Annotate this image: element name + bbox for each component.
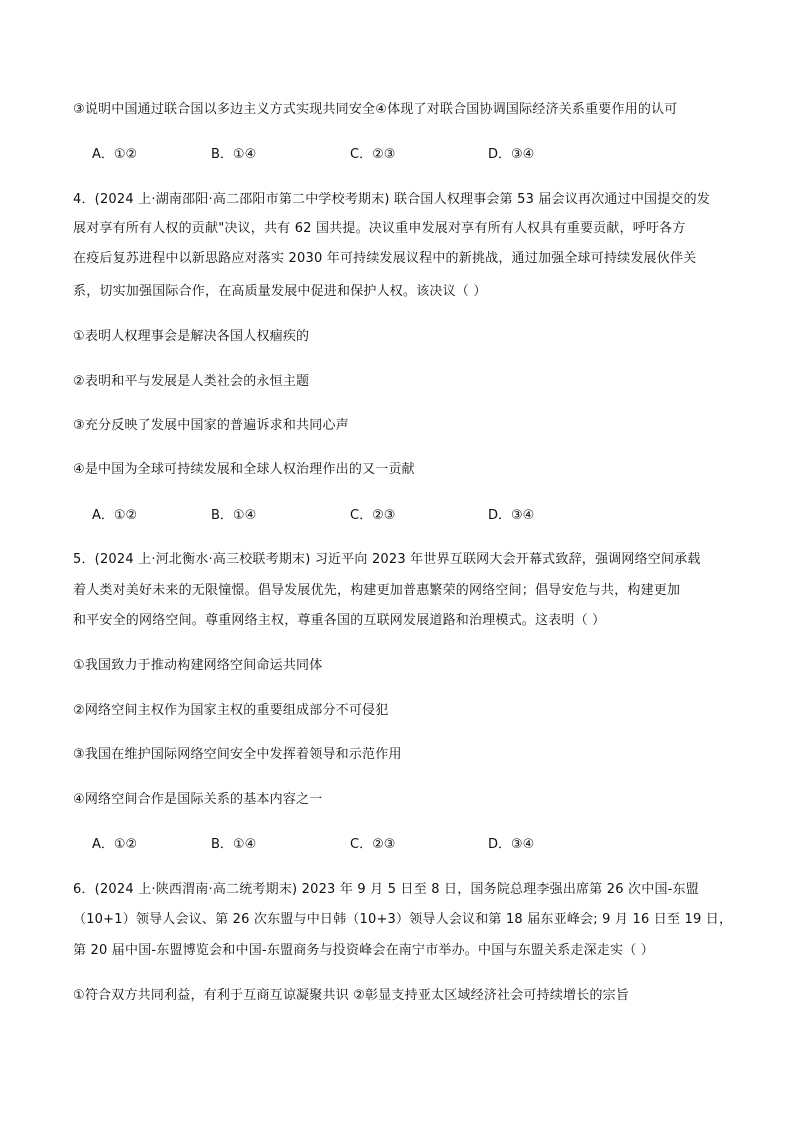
question-4-statement-2: ②表明和平与发展是人类社会的永恒主题 <box>73 374 310 389</box>
question-5-options <box>92 836 732 854</box>
question-5-stem-line-3: 和平安全的网络空间。尊重网络主权，尊重各国的互联网发展道路和治理模式。这表明（ ） <box>73 613 606 628</box>
answer-options <box>92 146 732 164</box>
question-5-statement-4: ④网络空间合作是国际关系的基本内容之一 <box>73 792 323 807</box>
option-c: C．②③ <box>350 508 396 523</box>
question-6-stem-line-3: 第 20 届中国-东盟博览会和中国-东盟商务与投资峰会在南宁市举办。中国与东盟关系走深走实（ ） <box>73 943 654 958</box>
question-5-stem-line-1: 5．(2024 上·河北衡水·高三校联考期末) 习近平向 2023 年世界互联网大会开幕式致辞，强调网络空间承载 <box>73 552 701 567</box>
question-5-stem-line-2: 着人类对美好未来的无限憧憬。倡导发展优先，构建更加普惠繁荣的网络空间；倡导安危与共，构建更加 <box>73 583 681 598</box>
question-5-statement-1: ①我国致力于推动构建网络空间命运共同体 <box>73 658 323 673</box>
option-a: A．①② <box>92 147 138 162</box>
question-5-statement-2: ②网络空间主权作为国家主权的重要组成部分不可侵犯 <box>73 703 389 718</box>
statement-line: ③说明中国通过联合国以多边主义方式实现共同安全④体现了对联合国协调国际经济关系重要作用的认可 <box>73 102 678 117</box>
option-a: A．①② <box>92 508 138 523</box>
option-d: D．③④ <box>488 508 535 523</box>
option-b: B．①④ <box>211 837 257 852</box>
option-d: D．③④ <box>488 837 535 852</box>
option-b: B．①④ <box>211 508 257 523</box>
question-4-statement-3: ③充分反映了发展中国家的普遍诉求和共同心声 <box>73 418 349 433</box>
question-4-statement-4: ④是中国为全球可持续发展和全球人权治理作出的又一贡献 <box>73 462 415 477</box>
question-6-stem-line-1: 6．(2024 上·陕西渭南·高二统考期末) 2023 年 9 月 5 日至 8 日，国务院总理李强出席第 26 次中国-东盟 <box>73 882 699 897</box>
question-4-stem-line-3: 在疫后复苏进程中以新思路应对落实 2030 年可持续发展议程中的新挑战，通过加强全球可持续发展伙伴关 <box>73 251 697 266</box>
question-4-stem-line-1: 4．(2024 上·湖南邵阳·高二邵阳市第二中学校考期末) 联合国人权理事会第 53 届会议再次通过中国提交的发 <box>73 192 711 207</box>
question-4-stem-line-4: 系，切实加强国际合作，在高质量发展中促进和保护人权。该决议（ ） <box>73 284 487 299</box>
question-4-statement-1: ①表明人权理事会是解决各国人权痼疾的 <box>73 329 310 344</box>
option-b: B．①④ <box>211 147 257 162</box>
question-6-stem-line-2: （10+1）领导人会议、第 26 次东盟与中日韩（10+3）领导人会议和第 18 届东亚峰会; 9 月 16 日至 19 日， <box>73 912 733 927</box>
option-a: A．①② <box>92 837 138 852</box>
question-6-statement-1-2: ①符合双方共同利益，有利于互商互谅凝聚共识 ②彰显支持亚太区域经济社会可持续增长的宗旨 <box>73 988 630 1003</box>
option-d: D．③④ <box>488 147 535 162</box>
option-c: C．②③ <box>350 147 396 162</box>
question-5-statement-3: ③我国在维护国际网络空间安全中发挥着领导和示范作用 <box>73 747 402 762</box>
question-4-options <box>92 507 732 525</box>
option-c: C．②③ <box>350 837 396 852</box>
question-4-stem-line-2: 展对享有所有人权的贡献"决议，共有 62 国共提。决议重申发展对享有所有人权具有重要贡献，呼吁各方 <box>73 221 686 236</box>
